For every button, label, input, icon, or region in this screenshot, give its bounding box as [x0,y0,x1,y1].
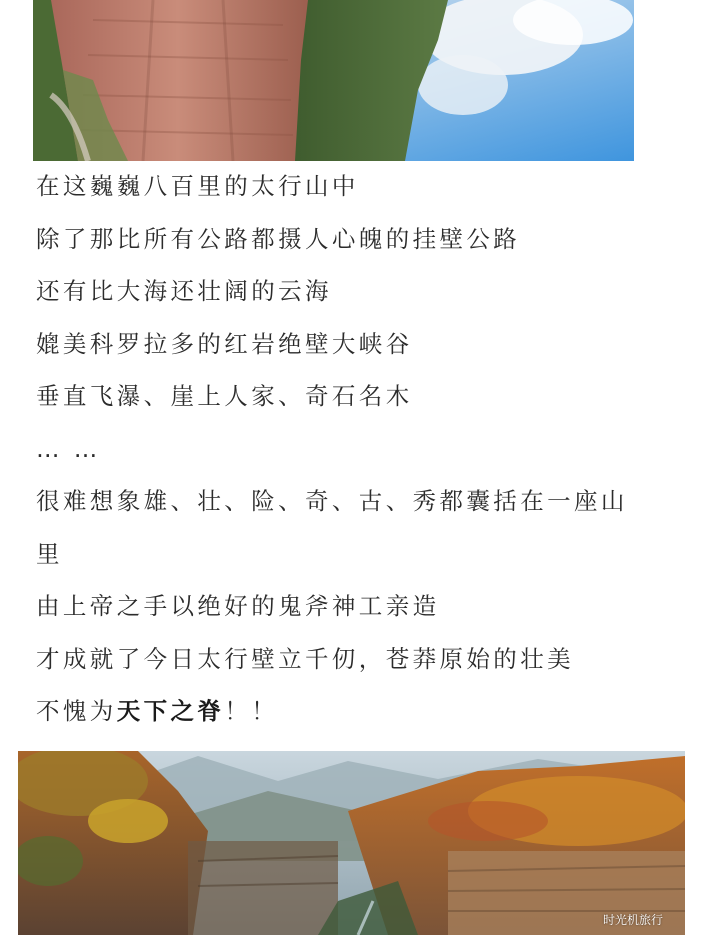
bottom-canyon-photo [18,751,685,935]
article-line: 由上帝之手以绝好的鬼斧神工亲造 [36,592,440,620]
article-line: 垂直飞瀑、崖上人家、奇石名木 [36,382,413,410]
article-line: 媲美科罗拉多的红岩绝壁大峡谷 [36,329,413,358]
article-line: 在这巍巍八百里的太行山中 [36,172,359,200]
top-landscape-photo [33,0,634,161]
article-line: 里 [36,539,63,568]
last-line-suffix: ！！ [224,697,279,725]
article-last-line [36,685,676,738]
ellipsis-line: … … [36,434,101,463]
article-line: 除了那比所有公路都摄人心魄的挂壁公路 [36,224,521,253]
watermark-text: 时光机旅行 [602,913,663,927]
last-line-emphasis: 天下之脊 [116,697,225,725]
last-line-prefix: 不愧为 [36,697,117,725]
article-line: 才成就了今日太行壁立千仞，苍莽原始的壮美 [36,644,574,673]
article-text [36,160,676,738]
article-line: 很难想象雄、壮、险、奇、古、秀都囊括在一座山 [36,487,628,515]
article-line: 还有比大海还壮阔的云海 [36,277,332,305]
